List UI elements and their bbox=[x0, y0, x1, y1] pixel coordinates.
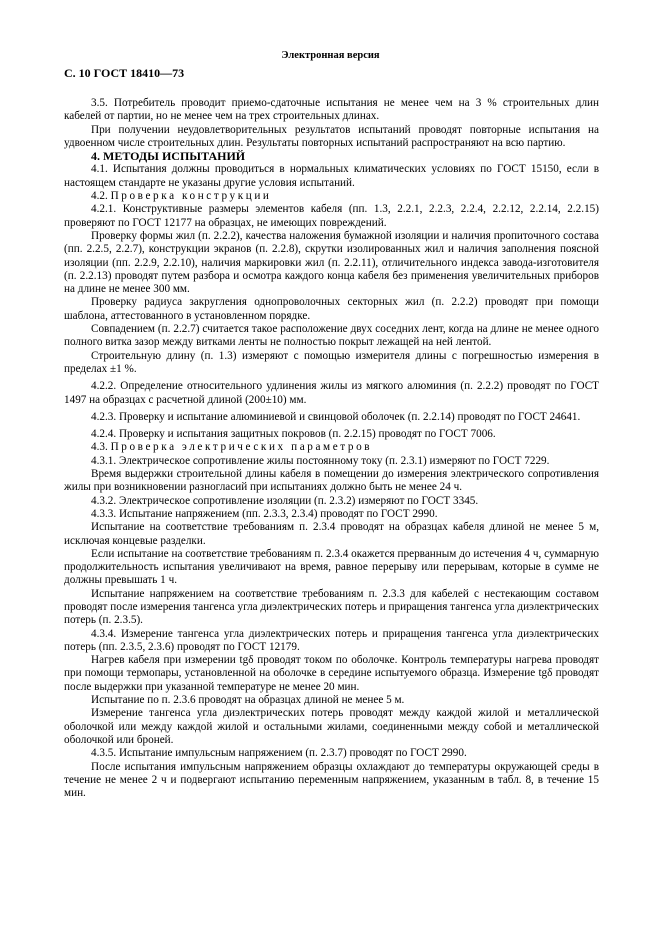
paragraph-interruption: Если испытание на соответствие требованиям п. 2.3.4 окажется прерванным до истечения 4 ч, суммарную продолжительность испытания увеличивают на время, равное перерыву или перерывам, которые в сумме не должны превышать 1 ч. bbox=[64, 547, 599, 587]
subsection-heading-4-3 bbox=[64, 441, 599, 454]
paragraph-4-3-4: 4.3.4. Измерение тангенса угла диэлектрических потерь и приращения тангенса угла диэлектрических потерь (пп. 2.3.5, 2.3.6) проводят по ГОСТ 12179. bbox=[64, 627, 599, 653]
paragraph-4-2-4: 4.2.4. Проверку и испытания защитных покровов (п. 2.2.15) проводят по ГОСТ 7006. bbox=[91, 428, 496, 441]
page-reference: С. 10 ГОСТ 18410—73 bbox=[64, 66, 185, 80]
paragraph-test-2-3-6: Испытание по п. 2.3.6 проводят на образцах длиной не менее 5 м. bbox=[91, 694, 405, 707]
paragraph-4-3-5: 4.3.5. Испытание импульсным напряжением (п. 2.3.7) проводят по ГОСТ 2990. bbox=[91, 747, 467, 760]
paragraph-4-3-2: 4.3.2. Электрическое сопротивление изоляции (п. 2.3.2) измеряют по ГОСТ 3345. bbox=[91, 494, 479, 507]
paragraph-measurement: Измерение тангенса угла диэлектрических потерь проводят между каждой жилой и металлической оболочкой или между каждой жилой и остальными жилами, соединенными между собой и металлической оболочкой или броней. bbox=[64, 707, 599, 746]
subsection-title: Проверка электрических параметров bbox=[110, 441, 373, 454]
subsection-heading-4-2 bbox=[64, 190, 599, 203]
paragraph-radius-check: Проверку радиуса закругления однопроволочных секторных жил (п. 2.2.2) проводят при помощи шаблона, аттестованного в установленном порядке. bbox=[64, 296, 599, 322]
section-title: 4. МЕТОДЫ ИСПЫТАНИЙ bbox=[91, 149, 246, 164]
paragraph-4-2-3: 4.2.3. Проверку и испытание алюминиевой и свинцовой оболочек (п. 2.2.14) проводят по ГОСТ 24641. bbox=[91, 410, 581, 423]
document-body bbox=[64, 97, 599, 800]
paragraph-4-2-1: 4.2.1. Конструктивные размеры элементов кабеля (пп. 1.3, 2.2.1, 2.2.3, 2.2.4, 2.2.12, 2.2.14, 2.2.15) проверяют по ГОСТ 12177 на образцах, не имеющих повреждений. bbox=[64, 203, 599, 229]
paragraph-3-5: 3.5. Потребитель проводит приемо-сдаточные испытания не менее чем на 3 % строительных длин кабелей от партии, но не менее чем на трех строительных длинах. bbox=[64, 97, 599, 123]
paragraph-form-check: Проверку формы жил (п. 2.2.2), качества наложения бумажной изоляции и наличия пропиточного состава (пп. 2.2.5, 2.2.7), конструкции экранов (п. 2.2.8), скрутки изолированных жил и наличия заполнения поясной изоляции (пп. 2.2.9, 2.2.10), наличия маркировки жил (п. 2.2.11), отличительного индекса завода-изготовителя (п. 2.2.13) проводят путем разбора и осмотра каждого конца кабеля без применения увеличительных приборов на длине не менее 300 мм. bbox=[64, 229, 599, 296]
subsection-number: 4.2. bbox=[91, 190, 108, 203]
paragraph-test-2-3-3: Испытание напряжением на соответствие требованиям п. 2.3.3 для кабелей с нестекающим составом проводят после измерения тангенса угла диэлектрических потерь и приращения тангенса угла диэлектрических потерь (п. 2.3.5). bbox=[64, 587, 599, 627]
paragraph-4-3-3: 4.3.3. Испытание напряжением (пп. 2.3.3, 2.3.4) проводят по ГОСТ 2990. bbox=[91, 507, 438, 520]
paragraph-after-impulse: После испытания импульсным напряжением образцы охлаждают до температуры окружающей среды в течение не менее 2 ч и подвергают испытанию переменным напряжением, указанным в табл. 8, в течение 15 мин. bbox=[64, 760, 599, 800]
paragraph-length: Строительную длину (п. 1.3) измеряют с помощью измерителя длины с погрешностью измерения в пределах ±1 %. bbox=[64, 349, 599, 375]
paragraph-4-2-2: 4.2.2. Определение относительного удлинения жилы из мягкого алюминия (п. 2.2.2) проводят по ГОСТ 1497 на образцах с расчетной длиной (200±10) мм. bbox=[64, 380, 599, 406]
paragraph-hold-time: Время выдержки строительной длины кабеля в помещении до измерения электрического сопротивления жилы при возникновении разногласий при испытаниях должно быть не менее 24 ч. bbox=[64, 468, 599, 494]
paragraph-4-3-1: 4.3.1. Электрическое сопротивление жилы постоянному току (п. 2.3.1) измеряют по ГОСТ 7229. bbox=[91, 454, 550, 467]
subsection-number: 4.3. bbox=[91, 441, 108, 454]
subsection-title: Проверка конструкции bbox=[110, 190, 272, 203]
edition-label: Электронная версия bbox=[281, 50, 380, 61]
paragraph-heating: Нагрев кабеля при измерении tgδ проводят током по оболочке. Контроль температуры нагрева проводят при помощи термопары, установленной на оболочке в середине испытуемого образца. Измерение tgδ проводят после выдержки при указанной температуре не менее 20 мин. bbox=[64, 654, 599, 693]
paragraph-test-2-3-4: Испытание на соответствие требованиям п. 2.3.4 проводят на образцах кабеля длиной не менее 5 м, исключая концевые разделки. bbox=[64, 521, 599, 547]
paragraph-retest: При получении неудовлетворительных результатов испытаний проводят повторные испытания на удвоенном числе строительных длин. Результаты повторных испытаний распространяют на всю партию. bbox=[64, 123, 599, 149]
paragraph-coincidence: Совпадением (п. 2.2.7) считается такое расположение двух соседних лент, когда на длине не менее одного полного витка зазор между витками ленты не полностью покрыт лежащей на ней лентой. bbox=[64, 323, 599, 349]
paragraph-4-1: 4.1. Испытания должны проводиться в нормальных климатических условиях по ГОСТ 15150, если в настоящем стандарте не указаны другие условия испытаний. bbox=[64, 163, 599, 189]
